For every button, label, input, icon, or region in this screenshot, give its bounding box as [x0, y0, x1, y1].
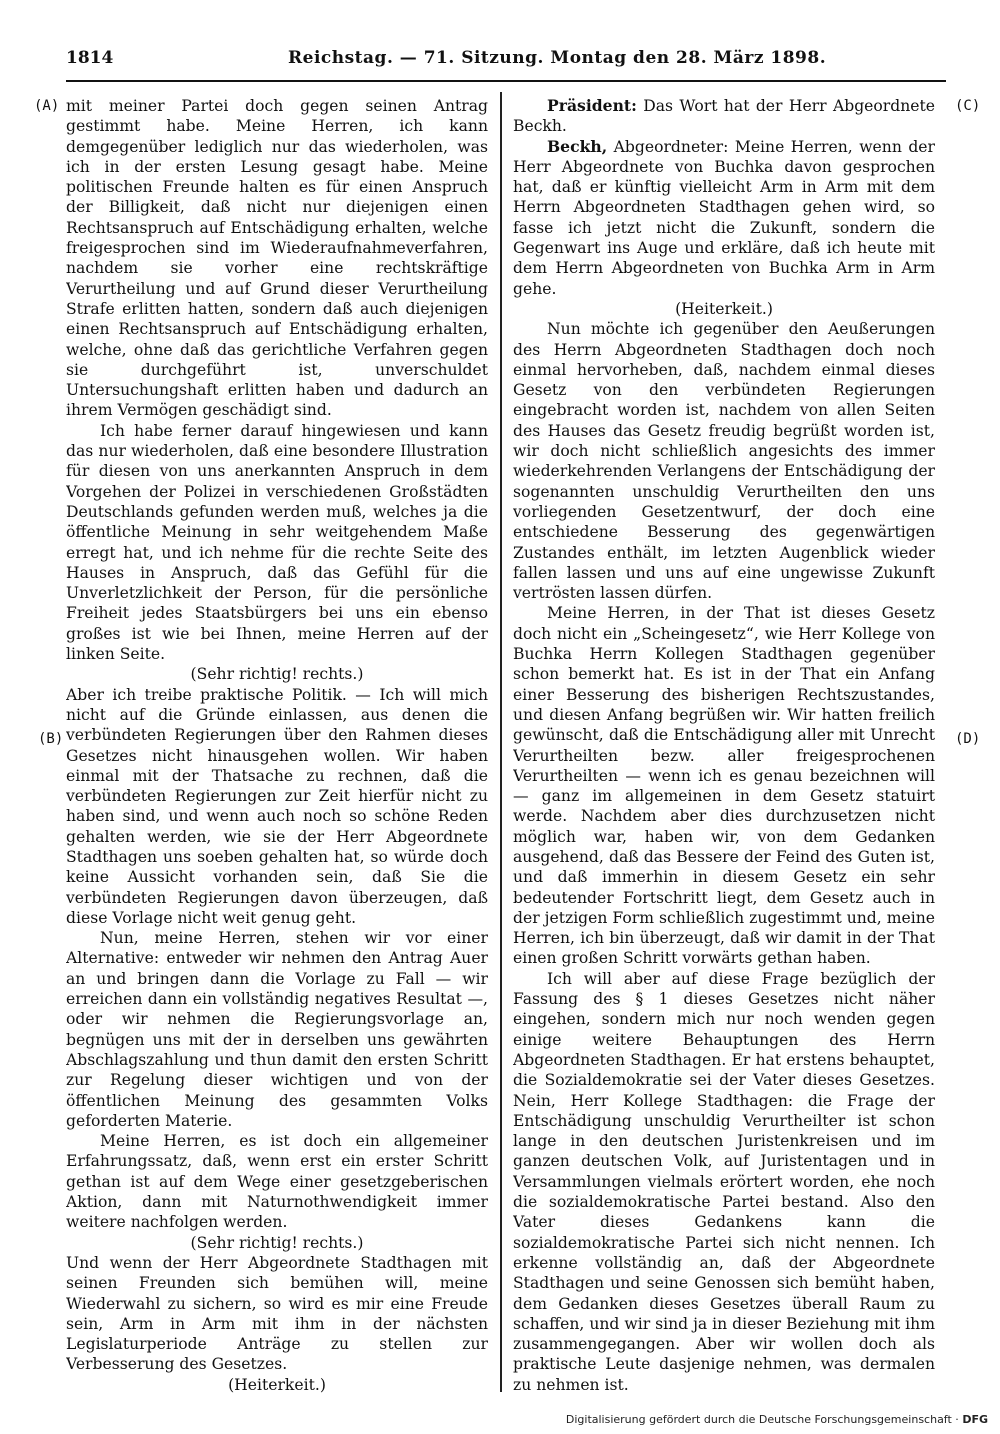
footer-text: Digitalisierung gefördert durch die Deutsche Forschungsgemeinschaft [565, 1413, 952, 1426]
paragraph [66, 1395, 488, 1396]
speaker-paragraph [513, 137, 935, 299]
dfg-logo: DFG [962, 1413, 988, 1426]
paragraph: Meine Herren, es ist doch ein allgemeiner Erfahrungssatz, daß, wenn erst ein erster Schritt gethan ist auf dem Wege einer gesetzgeberischen Aktion, dann mit Naturnothwendigkeit immer weitere nachfolgen werden. [66, 1132, 488, 1232]
paragraph: Aber ich treibe praktische Politik. — Ich will mich nicht auf die Gründe einlassen, aus denen die verbündeten Regierungen über den Rahmen dieses Gesetzes nicht hinausgehen wollen. Wir haben einmal mit der Thatsache zu rechnen, daß die verbündeten Regierungen zur Zeit hierfür nicht zu haben sind, und wenn auch noch so schöne Reden gehalten werden, wie sie der Herr Abgeordnete Stadthagen uns soeben gehalten hat, so würde doch keine Aussicht vorhanden sein, daß Sie die verbündeten Regierungen davon überzeugen, daß diese Vorlage nicht weit genug geht. [66, 685, 488, 927]
interjection: (Heiterkeit.) [228, 1375, 326, 1394]
left-column [66, 96, 488, 1396]
paragraph: Nun möchte ich gegenüber den Aeußerungen des Herrn Abgeordneten Stadthagen doch noch einmal hervorheben, daß, nachdem einmal dieses Gesetz von den verbündeten Regierungen eingebracht worden ist, nachdem von allen Seiten des Hauses das Gesetz freudig begrüßt worden ist, wir doch nicht schließlich angesichts des immer wiederkehrenden Verlangens der Entschädigung der sogenannten unschuldig Verurtheilten den uns vorliegenden Gesetzentwurf, der doch eine entschiedene Besserung des gegenwärtigen Zustandes enthält, im letzten Augenblick wieder fallen lassen und uns auf eine ungewisse Zukunft vertrösten lassen dürfen. [513, 320, 935, 603]
paragraph: Meine Herren, in der That ist dieses Gesetz doch nicht ein „Scheingesetz“, wie Herr Kollege von Buchka Herrn Kollegen Stadthagen gegenüber schon bemerkt hat. Es ist in der That ein Anfang einer Besserung des bisherigen Rechtszustandes, und diesen Anfang begrüßen wir. Wir hatten freilich gewünscht, daß die Entschädigung aller mit Unrecht Verurtheilten bezw. aller freigesprochenen Verurtheilten — wenn ich es genau bezeichnen will — ganz im allgemeinen in dem Gesetz statuirt werde. Nachdem aber dies durchzusetzen nicht möglich war, haben wir, von dem Gedanken ausgehend, daß das Bessere der Feind des Guten ist, und daß immerhin in diesem Gesetz ein sehr bedeutender Fortschritt liegt, dem Gesetz auch in der jetzigen Form schließlich zugestimmt und, meine Herren, ich bin überzeugt, daß wir damit in der That einen großen Schritt vorwärts gethan haben. [513, 604, 935, 968]
interjection: (Sehr richtig! rechts.) [190, 665, 364, 684]
margin-mark-c: (C) [955, 98, 981, 114]
paragraph: Nun, meine Herren, stehen wir vor einer Alternative: entweder wir nehmen den Antrag Auer an und bringen dann die Vorlage zu Fall — wir erreichen dann ein vollständig negatives Resultat —, oder wir nehmen die Regierungsvorlage an, begnügen uns mit der in derselben uns gewährten Abschlagszahlung und thun damit den ersten Schritt zur Regelung dieser wichtigen und von der öffentlichen Meinung des gesammten Volks geforderten Materie. [66, 929, 488, 1130]
paragraph: Ich will aber auf diese Frage bezüglich der Fassung des § 1 dieses Gesetzes nicht näher eingehen, sondern mich nur noch wenden gegen einige weitere Behauptungen des Herrn Abgeordneten Stadthagen. Er hat erstens behauptet, die Sozialdemokratie sei der Vater dieses Gesetzes. Nein, Herr Kollege Stadthagen: die Frage der Entschädigung unschuldig Verurtheilter ist schon lange in den deutschen Juristenkreisen und im ganzen deutschen Volk, auf Juristentagen und in Versammlungen vielmals erörtert worden, ehe noch die sozialdemokratische Partei bestand. Also den Vater dieses Gedankens kann die sozialdemokratische Partei sich nicht nennen. Ich erkenne vollständig an, daß der Abgeordnete Stadthagen und seine Genossen sich bemüht haben, dem Gedanken dieses Gesetzes überall Raum zu schaffen, und wir sind ja in dieser Beziehung mit ihm zusammengegangen. Aber wir wollen doch als praktische Leute dasjenige nehmen, was dermalen zu nehmen ist. [513, 969, 935, 1394]
running-title: Reichstag. — 71. Sitzung. Montag den 28. März 1898. [288, 48, 827, 68]
speaker-name: Präsident: [547, 96, 637, 115]
page-number: 1814 [66, 48, 114, 68]
speech-text: Das Wort hat der Herr Abgeordnete Beckh. [513, 97, 935, 136]
paragraph [513, 1395, 935, 1396]
paragraph: Ich habe ferner darauf hingewiesen und kann das nur wiederholen, daß eine besondere Illustration für diesen von uns anerkannten Anspruch in dem Vorgehen der Polizei in verschiedenen Großstädten Deutschlands gefunden werden muß, welches ja die öffentliche Meinung in sehr weitgehendem Maße erregt hat, und ich nehme für die rechte Seite des Hauses in Anspruch, daß das Gefühl für die Unverletzlichkeit der Person, für die persönliche Freiheit jedes Staatsbürgers bei uns ein ebenso großes ist wie bei Ihnen, meine Herren auf der linken Seite. [66, 421, 488, 664]
paragraph: Und wenn der Herr Abgeordnete Stadthagen mit seinen Freunden sich bemühen will, meine Wiederwahl zu sichern, so wird es mir eine Freude sein, Arm in Arm mit ihm in der nächsten Legislaturperiode Anträge zu stellen zur Verbesserung des Gesetzes. [66, 1253, 488, 1374]
interjection: (Sehr richtig! rechts.) [190, 1233, 364, 1252]
header-rule [66, 80, 946, 82]
speech-text: Abgeordneter: Meine Herren, wenn der Herr Abgeordnete von Buchka davon gesprochen hat, daß er künftig vielleicht Arm in Arm mit dem Herrn Abgeordneten Stadthagen gehen wird, so fasse ich jetzt nicht die Zukunft, sondern die Gegenwart ins Auge und erkläre, daß ich heute mit dem Herrn Abgeordneten von Buchka Arm in Arm gehe. [513, 137, 935, 298]
interjection: (Heiterkeit.) [675, 299, 773, 318]
speaker-name: Beckh, [547, 136, 608, 156]
page-header [66, 48, 946, 78]
margin-mark-d: (D) [955, 731, 981, 747]
footer-credit: Digitalisierung gefördert durch die Deutsche Forschungsgemeinschaft · DFG [565, 1413, 988, 1426]
margin-mark-b: (B) [38, 731, 64, 747]
speaker-paragraph [513, 96, 935, 137]
margin-mark-a: (A) [34, 98, 60, 114]
paragraph: mit meiner Partei doch gegen seinen Antrag gestimmt habe. Meine Herren, ich kann demgegenüber lediglich nur das wiederholen, was ich in der ersten Lesung gesagt habe. Meine politischen Freunde halten es für einen Anspruch der Billigkeit, daß nicht nur diejenigen einen Rechtsanspruch auf Entschädigung erhalten, welche freigesprochen sind im Wiederaufnahmeverfahren, nachdem sie vorher eine rechtskräftige Verurtheilung und auf Grund dieser Verurtheilung Strafe erlitten hatten, sondern daß auch diejenigen einen Rechtsanspruch auf Entschädigung erhalten, welche, ohne daß das gerichtliche Verfahren gegen sie durchgeführt ist, unverschuldet Untersuchungshaft erlitten haben und dadurch an ihrem Vermögen geschädigt sind. [66, 97, 488, 420]
right-column [513, 96, 935, 1396]
column-divider [500, 92, 502, 1392]
